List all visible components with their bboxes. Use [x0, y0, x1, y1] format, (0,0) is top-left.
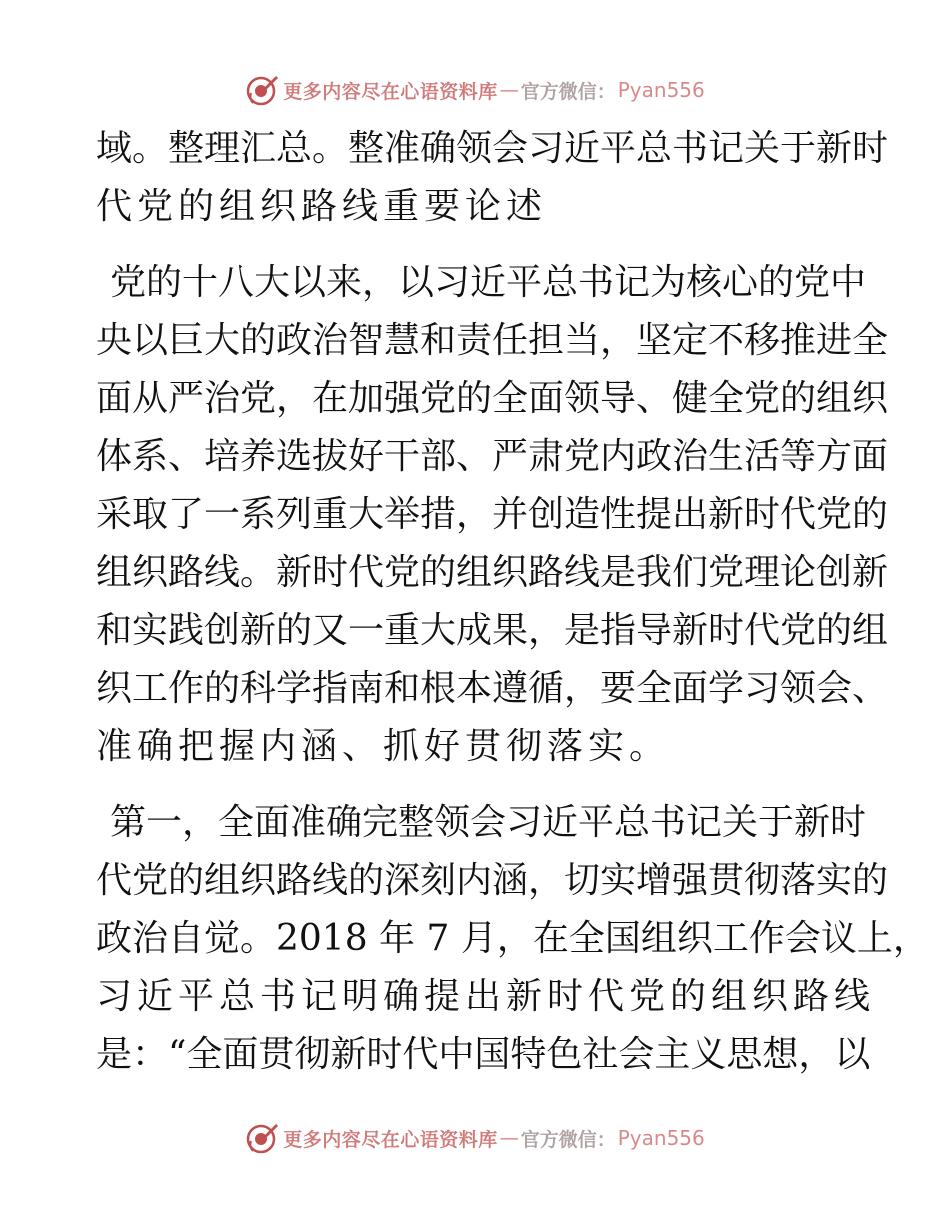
watermark-banner-top	[0, 70, 950, 110]
text-line: 域。整理汇总。整准确领会习近平总书记关于新时	[96, 128, 889, 169]
text-line: 采取了一系列重大举措，并创造性提出新时代党的	[96, 494, 889, 535]
text-line: 织工作的科学指南和根本遵循，要全面学习领会、	[96, 668, 889, 709]
text-line: 代党的组织路线重要论述	[96, 186, 548, 227]
text-line: 央以巨大的政治智慧和责任担当，坚定不移推进全	[96, 320, 889, 361]
watermark-red-text: 更多内容尽在心语资料库	[283, 1128, 498, 1151]
text-line: 体系、培养选拔好干部、严肃党内政治生活等方面	[96, 436, 889, 477]
pen-logo-icon	[245, 73, 279, 107]
text-line: 习近平总书记明确提出新时代党的组织路线	[96, 976, 876, 1017]
document-body	[96, 120, 929, 1102]
text-line: 组织路线。新时代党的组织路线是我们党理论创新	[96, 552, 889, 593]
text-line: 政治自觉。2018 年 7 月，在全国组织工作会议上，	[96, 918, 929, 959]
watermark-wechat-label: 官方微信：	[520, 80, 616, 103]
watermark-dash: —	[499, 79, 519, 101]
watermark-wechat-id: Pyan556	[617, 78, 705, 102]
text-line: 面从严治党，在加强党的全面领导、健全党的组织	[96, 378, 889, 419]
watermark-wechat-label: 官方微信：	[520, 1128, 616, 1151]
pen-logo-icon	[245, 1121, 279, 1155]
watermark-wechat-id: Pyan556	[617, 1126, 705, 1150]
paragraph-3	[96, 794, 929, 1084]
paragraph-2	[96, 254, 889, 776]
watermark-dash: —	[499, 1127, 519, 1149]
watermark-red-text: 更多内容尽在心语资料库	[283, 80, 498, 103]
watermark-banner-bottom	[0, 1118, 950, 1158]
text-line: 准确把握内涵、抓好贯彻落实。	[96, 726, 671, 767]
text-line: 和实践创新的又一重大成果，是指导新时代党的组	[96, 610, 889, 651]
paragraph-1	[96, 120, 889, 236]
text-line: 第一，全面准确完整领会习近平总书记关于新时	[110, 802, 867, 843]
text-line: 党的十八大以来，以习近平总书记为核心的党中	[110, 262, 867, 303]
text-line: 是：“全面贯彻新时代中国特色社会主义思想，以	[96, 1034, 871, 1075]
text-line: 代党的组织路线的深刻内涵，切实增强贯彻落实的	[96, 860, 889, 901]
